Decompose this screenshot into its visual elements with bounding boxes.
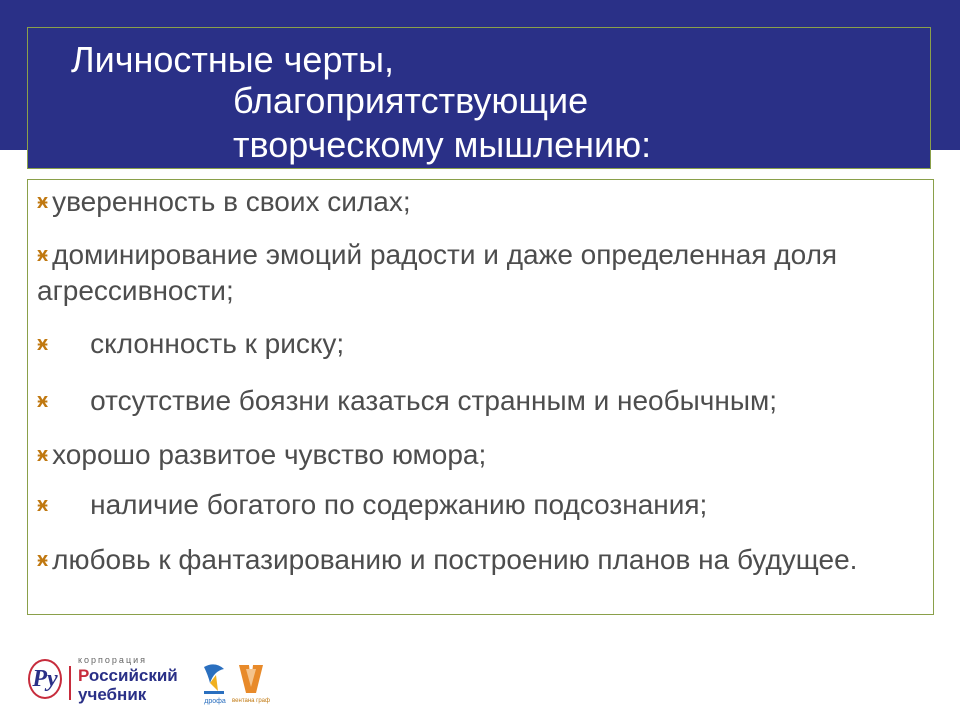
ventana-label: вентана граф bbox=[232, 698, 270, 704]
list-item-text: уверенность в своих силах; bbox=[52, 186, 411, 217]
drofa-label: дрофа bbox=[204, 698, 226, 705]
bullet-icon: ӿ bbox=[37, 494, 49, 516]
slide-title-line-3: творческому мышлению: bbox=[233, 124, 652, 165]
corp-label: корпорация bbox=[78, 655, 147, 665]
russian-textbook-logo-icon: Ру bbox=[28, 659, 62, 699]
bullet-icon: ӿ bbox=[37, 390, 49, 412]
list-item bbox=[37, 237, 917, 309]
bullet-icon: ӿ bbox=[37, 444, 49, 466]
list-item bbox=[37, 383, 917, 419]
title-box bbox=[27, 27, 931, 169]
drofa-logo-icon bbox=[200, 661, 230, 705]
content-box bbox=[27, 179, 934, 615]
slide-title-line-1: Личностные черты, bbox=[71, 39, 395, 80]
list-item bbox=[37, 542, 917, 578]
list-item-text: доминирование эмоций радости и даже определенная доля агрессивности; bbox=[37, 239, 838, 306]
list-item-text: любовь к фантазированию и построению планов на будущее. bbox=[52, 544, 858, 575]
list-item bbox=[37, 326, 917, 362]
footer-logos bbox=[28, 655, 298, 711]
bullet-icon: ӿ bbox=[37, 333, 49, 355]
list-item-text: хорошо развитое чувство юмора; bbox=[52, 439, 487, 470]
bullet-icon: ӿ bbox=[37, 549, 49, 571]
brand-first-letter: Р bbox=[78, 666, 89, 685]
list-item bbox=[37, 437, 917, 473]
brand-rest-line1: оссийский bbox=[88, 666, 178, 685]
list-item bbox=[37, 487, 917, 523]
ventana-graf-logo-icon bbox=[232, 659, 270, 705]
bullet-icon: ӿ bbox=[37, 244, 49, 266]
bullet-icon: ӿ bbox=[37, 191, 49, 213]
slide-title-line-2: благоприятствующие bbox=[233, 80, 589, 121]
list-item-text: склонность к риску; bbox=[90, 328, 345, 359]
logo-divider bbox=[69, 666, 71, 700]
list-item-text: отсутствие боязни казаться странным и необычным; bbox=[90, 385, 777, 416]
list-item bbox=[37, 184, 917, 220]
brand-line2: учебник bbox=[78, 685, 147, 704]
list-item-text: наличие богатого по содержанию подсознания; bbox=[90, 489, 708, 520]
brand-name bbox=[78, 666, 178, 704]
